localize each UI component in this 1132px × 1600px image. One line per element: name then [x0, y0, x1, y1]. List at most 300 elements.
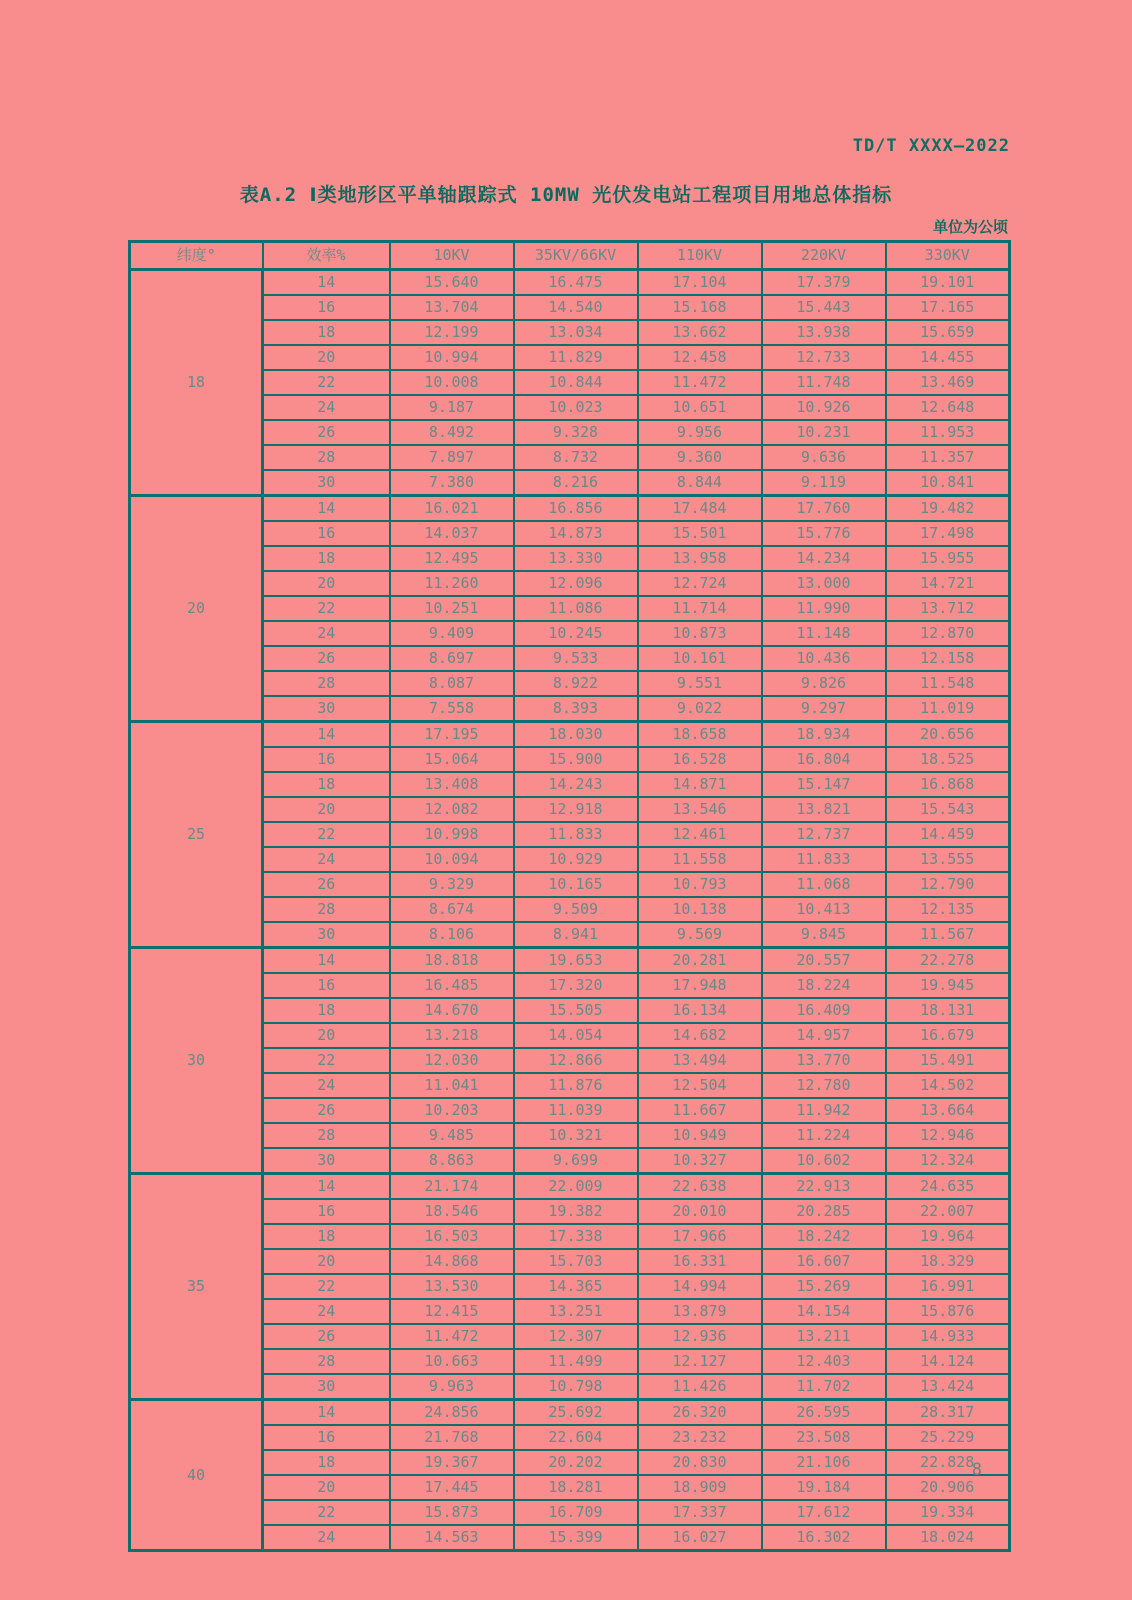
- value-cell: 11.224: [762, 1123, 886, 1148]
- value-cell: 19.945: [886, 973, 1010, 998]
- value-cell: 18.024: [886, 1525, 1010, 1551]
- value-cell: 14.871: [638, 772, 762, 797]
- value-cell: 8.216: [514, 470, 638, 496]
- value-cell: 10.023: [514, 395, 638, 420]
- efficiency-cell: 16: [263, 1199, 390, 1224]
- value-cell: 12.790: [886, 872, 1010, 897]
- value-cell: 13.664: [886, 1098, 1010, 1123]
- value-cell: 16.679: [886, 1023, 1010, 1048]
- latitude-cell: 18: [130, 270, 263, 496]
- latitude-cell: 35: [130, 1174, 263, 1400]
- efficiency-cell: 26: [263, 1324, 390, 1349]
- value-cell: 13.330: [514, 546, 638, 571]
- value-cell: 14.873: [514, 521, 638, 546]
- efficiency-cell: 14: [263, 270, 390, 296]
- value-cell: 15.269: [762, 1274, 886, 1299]
- value-cell: 15.900: [514, 747, 638, 772]
- value-cell: 16.804: [762, 747, 886, 772]
- value-cell: 28.317: [886, 1400, 1010, 1426]
- value-cell: 17.948: [638, 973, 762, 998]
- table-row: [130, 948, 1010, 974]
- value-cell: 17.337: [638, 1500, 762, 1525]
- value-cell: 16.607: [762, 1249, 886, 1274]
- value-cell: 22.009: [514, 1174, 638, 1200]
- value-cell: 12.127: [638, 1349, 762, 1374]
- value-cell: 9.485: [390, 1123, 514, 1148]
- value-cell: 7.897: [390, 445, 514, 470]
- table-row: [130, 496, 1010, 522]
- value-cell: 15.505: [514, 998, 638, 1023]
- value-cell: 16.409: [762, 998, 886, 1023]
- value-cell: 11.702: [762, 1374, 886, 1400]
- value-cell: 17.320: [514, 973, 638, 998]
- efficiency-cell: 24: [263, 847, 390, 872]
- value-cell: 11.558: [638, 847, 762, 872]
- efficiency-cell: 16: [263, 973, 390, 998]
- value-cell: 13.469: [886, 370, 1010, 395]
- value-cell: 13.494: [638, 1048, 762, 1073]
- efficiency-cell: 16: [263, 295, 390, 320]
- efficiency-cell: 26: [263, 1098, 390, 1123]
- value-cell: 12.096: [514, 571, 638, 596]
- latitude-cell: 20: [130, 496, 263, 722]
- table-row: [130, 1400, 1010, 1426]
- value-cell: 11.667: [638, 1098, 762, 1123]
- efficiency-cell: 24: [263, 1525, 390, 1551]
- value-cell: 15.543: [886, 797, 1010, 822]
- value-cell: 20.830: [638, 1450, 762, 1475]
- efficiency-cell: 18: [263, 772, 390, 797]
- value-cell: 17.379: [762, 270, 886, 296]
- value-cell: 20.557: [762, 948, 886, 974]
- efficiency-cell: 22: [263, 1274, 390, 1299]
- value-cell: 10.138: [638, 897, 762, 922]
- value-cell: 9.569: [638, 922, 762, 948]
- value-cell: 24.856: [390, 1400, 514, 1426]
- value-cell: 18.934: [762, 722, 886, 748]
- value-cell: 13.424: [886, 1374, 1010, 1400]
- column-header-6: 330KV: [886, 242, 1010, 270]
- value-cell: 16.991: [886, 1274, 1010, 1299]
- efficiency-cell: 22: [263, 822, 390, 847]
- value-cell: 19.964: [886, 1224, 1010, 1249]
- value-cell: 13.546: [638, 797, 762, 822]
- value-cell: 12.403: [762, 1349, 886, 1374]
- latitude-cell: 25: [130, 722, 263, 948]
- efficiency-cell: 28: [263, 897, 390, 922]
- table-header: [130, 242, 1010, 270]
- value-cell: 13.251: [514, 1299, 638, 1324]
- value-cell: 12.648: [886, 395, 1010, 420]
- value-cell: 10.327: [638, 1148, 762, 1174]
- value-cell: 22.604: [514, 1425, 638, 1450]
- value-cell: 15.659: [886, 320, 1010, 345]
- value-cell: 10.008: [390, 370, 514, 395]
- value-cell: 13.218: [390, 1023, 514, 1048]
- value-cell: 17.165: [886, 295, 1010, 320]
- value-cell: 12.199: [390, 320, 514, 345]
- value-cell: 23.508: [762, 1425, 886, 1450]
- value-cell: 18.030: [514, 722, 638, 748]
- efficiency-cell: 16: [263, 747, 390, 772]
- table-body: [130, 270, 1010, 1551]
- value-cell: 11.714: [638, 596, 762, 621]
- value-cell: 11.990: [762, 596, 886, 621]
- value-cell: 14.154: [762, 1299, 886, 1324]
- value-cell: 19.101: [886, 270, 1010, 296]
- value-cell: 10.436: [762, 646, 886, 671]
- value-cell: 12.733: [762, 345, 886, 370]
- efficiency-cell: 20: [263, 797, 390, 822]
- efficiency-cell: 26: [263, 872, 390, 897]
- value-cell: 15.873: [390, 1500, 514, 1525]
- value-cell: 18.329: [886, 1249, 1010, 1274]
- value-cell: 18.909: [638, 1475, 762, 1500]
- value-cell: 8.922: [514, 671, 638, 696]
- value-cell: 16.302: [762, 1525, 886, 1551]
- value-cell: 16.331: [638, 1249, 762, 1274]
- value-cell: 9.329: [390, 872, 514, 897]
- value-cell: 14.957: [762, 1023, 886, 1048]
- value-cell: 11.039: [514, 1098, 638, 1123]
- value-cell: 13.712: [886, 596, 1010, 621]
- efficiency-cell: 16: [263, 521, 390, 546]
- value-cell: 8.393: [514, 696, 638, 722]
- efficiency-cell: 24: [263, 1299, 390, 1324]
- value-cell: 10.844: [514, 370, 638, 395]
- efficiency-cell: 30: [263, 922, 390, 948]
- value-cell: 22.638: [638, 1174, 762, 1200]
- value-cell: 9.826: [762, 671, 886, 696]
- efficiency-cell: 18: [263, 1450, 390, 1475]
- efficiency-cell: 18: [263, 320, 390, 345]
- value-cell: 18.525: [886, 747, 1010, 772]
- value-cell: 26.320: [638, 1400, 762, 1426]
- value-cell: 10.231: [762, 420, 886, 445]
- efficiency-cell: 20: [263, 345, 390, 370]
- value-cell: 11.833: [514, 822, 638, 847]
- value-cell: 12.946: [886, 1123, 1010, 1148]
- value-cell: 15.776: [762, 521, 886, 546]
- value-cell: 15.491: [886, 1048, 1010, 1073]
- value-cell: 9.956: [638, 420, 762, 445]
- value-cell: 26.595: [762, 1400, 886, 1426]
- table-row: [130, 722, 1010, 748]
- value-cell: 16.485: [390, 973, 514, 998]
- value-cell: 9.551: [638, 671, 762, 696]
- page-number: 8: [971, 1460, 982, 1480]
- value-cell: 20.281: [638, 948, 762, 974]
- value-cell: 20.010: [638, 1199, 762, 1224]
- value-cell: 13.530: [390, 1274, 514, 1299]
- efficiency-cell: 26: [263, 646, 390, 671]
- value-cell: 12.461: [638, 822, 762, 847]
- efficiency-cell: 18: [263, 546, 390, 571]
- value-cell: 9.509: [514, 897, 638, 922]
- value-cell: 14.994: [638, 1274, 762, 1299]
- value-cell: 15.876: [886, 1299, 1010, 1324]
- value-cell: 12.082: [390, 797, 514, 822]
- value-cell: 8.732: [514, 445, 638, 470]
- efficiency-cell: 24: [263, 1073, 390, 1098]
- value-cell: 14.868: [390, 1249, 514, 1274]
- table-row: [130, 270, 1010, 296]
- value-cell: 8.106: [390, 922, 514, 948]
- table-header-row: [130, 242, 1010, 270]
- value-cell: 11.068: [762, 872, 886, 897]
- value-cell: 9.187: [390, 395, 514, 420]
- value-cell: 8.863: [390, 1148, 514, 1174]
- value-cell: 16.021: [390, 496, 514, 522]
- efficiency-cell: 18: [263, 1224, 390, 1249]
- value-cell: 8.844: [638, 470, 762, 496]
- value-cell: 17.484: [638, 496, 762, 522]
- efficiency-cell: 22: [263, 596, 390, 621]
- value-cell: 16.027: [638, 1525, 762, 1551]
- efficiency-cell: 14: [263, 1174, 390, 1200]
- value-cell: 9.022: [638, 696, 762, 722]
- value-cell: 17.966: [638, 1224, 762, 1249]
- value-cell: 16.868: [886, 772, 1010, 797]
- value-cell: 12.030: [390, 1048, 514, 1073]
- column-header-2: 10KV: [390, 242, 514, 270]
- value-cell: 10.998: [390, 822, 514, 847]
- efficiency-cell: 24: [263, 395, 390, 420]
- efficiency-cell: 20: [263, 571, 390, 596]
- value-cell: 13.000: [762, 571, 886, 596]
- value-cell: 15.640: [390, 270, 514, 296]
- value-cell: 25.692: [514, 1400, 638, 1426]
- efficiency-cell: 28: [263, 445, 390, 470]
- value-cell: 15.501: [638, 521, 762, 546]
- value-cell: 10.413: [762, 897, 886, 922]
- value-cell: 23.232: [638, 1425, 762, 1450]
- value-cell: 20.202: [514, 1450, 638, 1475]
- value-cell: 7.558: [390, 696, 514, 722]
- efficiency-cell: 22: [263, 1048, 390, 1073]
- value-cell: 14.721: [886, 571, 1010, 596]
- value-cell: 7.380: [390, 470, 514, 496]
- value-cell: 12.870: [886, 621, 1010, 646]
- value-cell: 9.409: [390, 621, 514, 646]
- value-cell: 12.866: [514, 1048, 638, 1073]
- value-cell: 10.793: [638, 872, 762, 897]
- value-cell: 12.737: [762, 822, 886, 847]
- value-cell: 11.876: [514, 1073, 638, 1098]
- value-cell: 12.307: [514, 1324, 638, 1349]
- value-cell: 11.548: [886, 671, 1010, 696]
- value-cell: 15.064: [390, 747, 514, 772]
- unit-note: 单位为公顷: [932, 218, 1008, 236]
- value-cell: 8.941: [514, 922, 638, 948]
- value-cell: 14.459: [886, 822, 1010, 847]
- efficiency-cell: 20: [263, 1475, 390, 1500]
- value-cell: 13.555: [886, 847, 1010, 872]
- value-cell: 15.443: [762, 295, 886, 320]
- value-cell: 11.041: [390, 1073, 514, 1098]
- efficiency-cell: 18: [263, 998, 390, 1023]
- efficiency-cell: 28: [263, 671, 390, 696]
- value-cell: 21.768: [390, 1425, 514, 1450]
- value-cell: 10.165: [514, 872, 638, 897]
- value-cell: 10.994: [390, 345, 514, 370]
- value-cell: 11.472: [390, 1324, 514, 1349]
- value-cell: 13.704: [390, 295, 514, 320]
- value-cell: 15.168: [638, 295, 762, 320]
- efficiency-cell: 14: [263, 1400, 390, 1426]
- value-cell: 22.007: [886, 1199, 1010, 1224]
- efficiency-cell: 24: [263, 621, 390, 646]
- value-cell: 22.828: [886, 1450, 1010, 1475]
- value-cell: 12.780: [762, 1073, 886, 1098]
- value-cell: 16.503: [390, 1224, 514, 1249]
- value-cell: 21.174: [390, 1174, 514, 1200]
- standard-code: TD/T XXXX—2022: [852, 136, 1010, 156]
- value-cell: 10.321: [514, 1123, 638, 1148]
- value-cell: 16.709: [514, 1500, 638, 1525]
- value-cell: 16.856: [514, 496, 638, 522]
- value-cell: 10.798: [514, 1374, 638, 1400]
- value-cell: 19.334: [886, 1500, 1010, 1525]
- value-cell: 10.602: [762, 1148, 886, 1174]
- value-cell: 13.938: [762, 320, 886, 345]
- value-cell: 10.949: [638, 1123, 762, 1148]
- latitude-cell: 40: [130, 1400, 263, 1551]
- value-cell: 14.365: [514, 1274, 638, 1299]
- value-cell: 11.357: [886, 445, 1010, 470]
- value-cell: 12.135: [886, 897, 1010, 922]
- value-cell: 16.528: [638, 747, 762, 772]
- value-cell: 13.879: [638, 1299, 762, 1324]
- value-cell: 11.148: [762, 621, 886, 646]
- value-cell: 17.498: [886, 521, 1010, 546]
- value-cell: 11.019: [886, 696, 1010, 722]
- latitude-cell: 30: [130, 948, 263, 1174]
- column-header-0: 纬度°: [130, 242, 263, 270]
- value-cell: 24.635: [886, 1174, 1010, 1200]
- column-header-4: 110KV: [638, 242, 762, 270]
- value-cell: 18.658: [638, 722, 762, 748]
- value-cell: 14.682: [638, 1023, 762, 1048]
- value-cell: 12.495: [390, 546, 514, 571]
- efficiency-cell: 22: [263, 370, 390, 395]
- value-cell: 14.455: [886, 345, 1010, 370]
- value-cell: 9.297: [762, 696, 886, 722]
- value-cell: 15.399: [514, 1525, 638, 1551]
- value-cell: 13.821: [762, 797, 886, 822]
- value-cell: 10.929: [514, 847, 638, 872]
- value-cell: 11.748: [762, 370, 886, 395]
- value-cell: 18.131: [886, 998, 1010, 1023]
- column-header-5: 220KV: [762, 242, 886, 270]
- value-cell: 15.703: [514, 1249, 638, 1274]
- value-cell: 19.184: [762, 1475, 886, 1500]
- efficiency-cell: 16: [263, 1425, 390, 1450]
- value-cell: 18.281: [514, 1475, 638, 1500]
- efficiency-cell: 30: [263, 696, 390, 722]
- efficiency-cell: 26: [263, 420, 390, 445]
- value-cell: 8.674: [390, 897, 514, 922]
- efficiency-cell: 22: [263, 1500, 390, 1525]
- value-cell: 9.963: [390, 1374, 514, 1400]
- efficiency-cell: 30: [263, 1374, 390, 1400]
- table-row: [130, 1174, 1010, 1200]
- value-cell: 19.653: [514, 948, 638, 974]
- efficiency-cell: 30: [263, 1148, 390, 1174]
- value-cell: 14.037: [390, 521, 514, 546]
- value-cell: 18.546: [390, 1199, 514, 1224]
- land-use-indicator-table: [128, 240, 1011, 1552]
- value-cell: 21.106: [762, 1450, 886, 1475]
- value-cell: 14.563: [390, 1525, 514, 1551]
- value-cell: 12.918: [514, 797, 638, 822]
- value-cell: 11.833: [762, 847, 886, 872]
- value-cell: 13.034: [514, 320, 638, 345]
- value-cell: 11.426: [638, 1374, 762, 1400]
- value-cell: 10.245: [514, 621, 638, 646]
- value-cell: 9.533: [514, 646, 638, 671]
- value-cell: 10.873: [638, 621, 762, 646]
- value-cell: 17.612: [762, 1500, 886, 1525]
- value-cell: 12.724: [638, 571, 762, 596]
- value-cell: 16.475: [514, 270, 638, 296]
- efficiency-cell: 14: [263, 948, 390, 974]
- value-cell: 13.958: [638, 546, 762, 571]
- value-cell: 17.338: [514, 1224, 638, 1249]
- value-cell: 20.285: [762, 1199, 886, 1224]
- value-cell: 19.367: [390, 1450, 514, 1475]
- value-cell: 10.251: [390, 596, 514, 621]
- value-cell: 10.841: [886, 470, 1010, 496]
- value-cell: 15.955: [886, 546, 1010, 571]
- value-cell: 9.119: [762, 470, 886, 496]
- value-cell: 14.054: [514, 1023, 638, 1048]
- value-cell: 10.651: [638, 395, 762, 420]
- table-title: 表A.2 Ⅰ类地形区平单轴跟踪式 10MW 光伏发电站工程项目用地总体指标: [239, 184, 893, 206]
- value-cell: 16.134: [638, 998, 762, 1023]
- value-cell: 11.829: [514, 345, 638, 370]
- value-cell: 13.770: [762, 1048, 886, 1073]
- value-cell: 14.234: [762, 546, 886, 571]
- value-cell: 8.087: [390, 671, 514, 696]
- column-header-3: 35KV/66KV: [514, 242, 638, 270]
- value-cell: 17.760: [762, 496, 886, 522]
- value-cell: 17.445: [390, 1475, 514, 1500]
- value-cell: 13.408: [390, 772, 514, 797]
- value-cell: 15.147: [762, 772, 886, 797]
- efficiency-cell: 14: [263, 496, 390, 522]
- value-cell: 13.662: [638, 320, 762, 345]
- value-cell: 12.458: [638, 345, 762, 370]
- value-cell: 22.278: [886, 948, 1010, 974]
- value-cell: 14.933: [886, 1324, 1010, 1349]
- value-cell: 14.540: [514, 295, 638, 320]
- value-cell: 11.942: [762, 1098, 886, 1123]
- value-cell: 10.161: [638, 646, 762, 671]
- value-cell: 14.243: [514, 772, 638, 797]
- value-cell: 10.094: [390, 847, 514, 872]
- value-cell: 19.382: [514, 1199, 638, 1224]
- efficiency-cell: 30: [263, 470, 390, 496]
- efficiency-cell: 20: [263, 1249, 390, 1274]
- value-cell: 14.670: [390, 998, 514, 1023]
- value-cell: 18.242: [762, 1224, 886, 1249]
- value-cell: 17.195: [390, 722, 514, 748]
- value-cell: 10.663: [390, 1349, 514, 1374]
- efficiency-cell: 28: [263, 1349, 390, 1374]
- value-cell: 12.158: [886, 646, 1010, 671]
- value-cell: 9.845: [762, 922, 886, 948]
